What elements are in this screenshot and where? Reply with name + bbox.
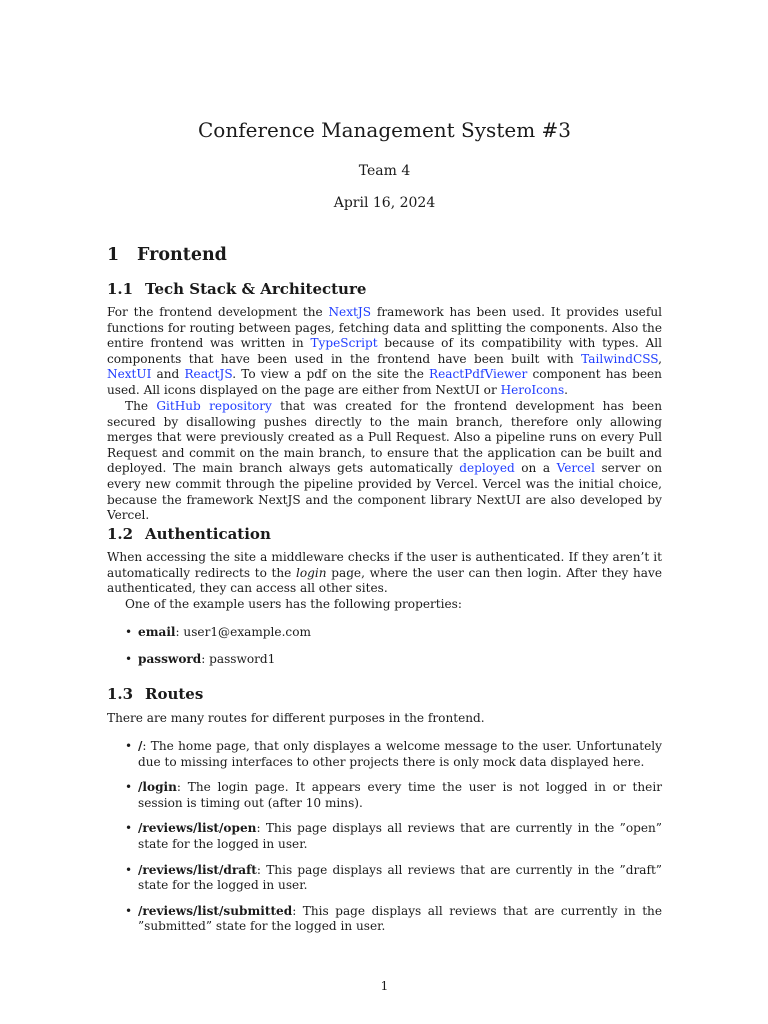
list-item	[107, 863, 662, 894]
paragraph-routes-intro	[107, 711, 662, 727]
login-emphasis: login	[296, 565, 327, 580]
bullet-icon: •	[125, 780, 133, 795]
link-nextui[interactable]: NextUI	[107, 367, 152, 382]
subsection-heading-routes	[107, 685, 203, 703]
link-tailwindcss[interactable]: TailwindCSS	[581, 351, 659, 366]
document-title: Conference Management System #3	[198, 118, 571, 142]
bullet-icon: •	[125, 862, 133, 877]
subsection-title: Routes	[145, 685, 204, 703]
paragraph-authentication	[107, 550, 662, 597]
paragraph-text: One of the example users has the following properties:	[125, 597, 462, 611]
paragraph-text: component has been used. All icons displayed on the page are either from NextUI or	[107, 367, 662, 397]
paragraph-text: The	[125, 399, 157, 413]
link-heroicons[interactable]: HeroIcons	[500, 382, 565, 397]
list-item	[107, 821, 662, 852]
route-description: : This page displays all reviews that are currently in the ”draft” state for the logged in user.	[138, 862, 662, 893]
bullet-icon: •	[125, 821, 133, 836]
paragraph-tech-stack	[107, 305, 662, 399]
paragraph-text: framework has been used. It provides useful functions for routing between pages, fetching data and splitting the components. Also the entire frontend was written in	[107, 305, 662, 351]
paragraph-text: and	[151, 367, 185, 382]
subsection-heading-tech-stack	[107, 280, 366, 298]
subsection-number: 1.1	[107, 280, 134, 298]
paragraph-text: ,	[658, 351, 662, 366]
link-deployed[interactable]: deployed	[459, 461, 515, 476]
document-author: Team 4	[358, 163, 411, 179]
subsection-heading-authentication	[107, 525, 271, 543]
link-github-repository[interactable]: GitHub repository	[156, 399, 272, 413]
route-description: : This page displays all reviews that are currently in the ”open” state for the logged in user.	[138, 821, 662, 851]
paragraph-github	[107, 399, 662, 524]
paragraph-text: that was created for the frontend development has been secured by disallowing pushes directly to the main branch, therefore only allowing merges that were previously created as a Pull Request. Also a pipeline runs on every Pull Request and commit on the main branch, to ensure that the application can be built and deployed. The main branch always gets automatically	[107, 399, 663, 476]
subsection-title: Authentication	[145, 525, 271, 543]
paragraph-text: page, where the user can then login. After they have authenticated, they can access all other sites.	[107, 565, 663, 596]
route-description: : The login page. It appears every time the user is not logged in or their session is timing out (after 10 mins).	[138, 780, 662, 810]
paragraph-text: There are many routes for different purposes in the frontend.	[107, 711, 485, 725]
section-number: 1	[107, 245, 120, 265]
property-value: : password1	[201, 651, 276, 666]
list-item	[107, 625, 662, 641]
subsection-title: Tech Stack & Architecture	[145, 280, 367, 298]
list-item	[107, 904, 662, 935]
route-path: /reviews/list/open	[138, 821, 257, 836]
property-key: email	[138, 625, 176, 639]
bullet-icon: •	[125, 903, 133, 918]
document-date: April 16, 2024	[333, 195, 436, 211]
link-vercel[interactable]: Vercel	[556, 461, 595, 476]
bullet-icon: •	[125, 625, 133, 639]
list-item	[107, 739, 662, 770]
list-item	[107, 780, 662, 811]
paragraph-text: . To view a pdf on the site the	[232, 367, 430, 382]
bullet-icon: •	[125, 651, 133, 666]
route-description: : This page displays all reviews that are currently in the ”submitted” state for the logged in user.	[138, 903, 662, 934]
link-nextjs[interactable]: NextJS	[328, 305, 372, 319]
bullet-icon: •	[125, 739, 133, 753]
paragraph-text: server on every new commit through the pipeline provided by Vercel. Vercel was the initial choice, because the framework NextJS and the component library NextUI are also developed by Vercel.	[107, 461, 662, 523]
section-title: Frontend	[137, 245, 227, 265]
section-heading-frontend	[107, 245, 227, 265]
route-path: /reviews/list/submitted	[138, 903, 293, 918]
route-path: /reviews/list/draft	[138, 862, 257, 877]
property-key: password	[138, 651, 202, 666]
route-path: /	[138, 739, 143, 753]
subsection-number: 1.2	[107, 525, 134, 543]
list-item	[107, 652, 662, 668]
routes-list	[107, 739, 662, 935]
paragraph-text: on a	[514, 461, 557, 476]
paragraph-text: .	[564, 382, 569, 397]
route-path: /login	[138, 780, 177, 795]
link-reactpdfviewer[interactable]: ReactPdfViewer	[429, 367, 528, 382]
property-value: : user1@example.com	[175, 625, 311, 639]
link-typescript[interactable]: TypeScript	[310, 336, 378, 351]
paragraph-text: When accessing the site a middleware checks if the user is authenticated. If they aren’t it automatically redirects to the	[107, 550, 662, 580]
paragraph-text: because of its compatibility with types. All components that have been used in the frontend have been built with	[107, 336, 662, 366]
route-description: : The home page, that only displayes a welcome message to the user. Unfortunately due to missing interfaces to other projects there is only mock data displayed here.	[138, 739, 662, 769]
paragraph-text: For the frontend development the	[107, 305, 329, 319]
paragraph-example-user	[107, 597, 662, 613]
page-number: 1	[380, 979, 389, 993]
example-user-properties-list	[107, 625, 662, 667]
subsection-number: 1.3	[107, 685, 134, 703]
link-reactjs[interactable]: ReactJS	[184, 367, 233, 382]
